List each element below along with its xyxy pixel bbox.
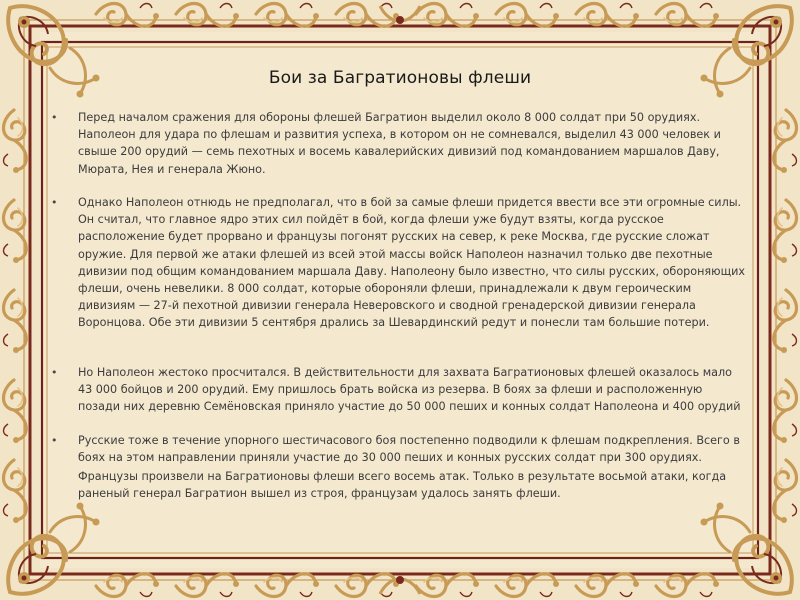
bullet-marker: • — [51, 111, 58, 124]
paragraph-text: Французы произвели на Багратионовы флеши всего восемь атак. Только в результате восьмой атаки, когда раненый генерал Багратион вышел из строя, французам удалось занять флеши. — [78, 470, 727, 501]
paragraph-eight-attacks — [78, 468, 746, 502]
bullet-marker: • — [51, 366, 58, 379]
paragraph-text: Но Наполеон жестоко просчитался. В действительности для захвата Багратионовых флешей оказалось мало 43 000 бойцов и 200 орудий. Ему пришлось брать войска из резерва. В боях за флеши и расположенную позади них деревню Семёновская приняло участие до 50 000 пеших и конных солдат Наполеона и 400 орудий — [78, 366, 741, 414]
paragraph-flèches-defense — [51, 109, 746, 178]
slide-title: Бои за Багратионовы флеши — [268, 68, 532, 88]
paragraph-text: Перед началом сражения для обороны флешей Багратион выделил около 8 000 солдат при 50 орудиях. Наполеон для удара по флешам и развития успеха, в котором он не сомневался, выделил 43 000 человек и свыше 200 орудий — семь пехотных и восемь кавалерийских дивизий под командованием маршалов Даву, Мюрата, Нея и генерала Жюно. — [78, 111, 721, 176]
paragraph-text: Однако Наполеон отнюдь не предполагал, что в бой за самые флеши придется ввести все эти огромные силы. Он считал, что главное ядро этих сил пойдёт в бой, когда флеши уже будут взяты, когда русское расположение будет прорвано и французы погонят русских на север, к реке Москва, где русские сложат оружие. Для первой же атаки флешей из всей этой массы войск Наполеон назначил только две пехотные дивизии под общим командованием маршала Даву. Наполеону было известно, что силы русских, обороняющих флеши, очень невелики. 8 000 солдат, которые обороняли флеши, принадлежали к двум героическим дивизиям — 27-й пехотной дивизии генерала Неверовского и сводной гренадерской дивизии генерала Воронцова. Обе эти дивизии 5 сентября дрались за Шевардинский редут и понесли там большие потери. — [78, 196, 746, 330]
paragraph-napoleon-plan — [51, 194, 746, 332]
paragraph-miscalculation — [51, 364, 746, 416]
paragraph-russian-reinforcements — [51, 432, 746, 466]
paragraph-text: Русские тоже в течение упорного шестичасового боя постепенно подводили к флешам подкрепления. Всего в боях на этом направлении приняли участие до 30 000 пеших и конных русских солдат при 300 орудиях. — [78, 434, 740, 465]
bullet-marker: • — [51, 196, 58, 209]
bullet-marker: • — [51, 434, 58, 447]
